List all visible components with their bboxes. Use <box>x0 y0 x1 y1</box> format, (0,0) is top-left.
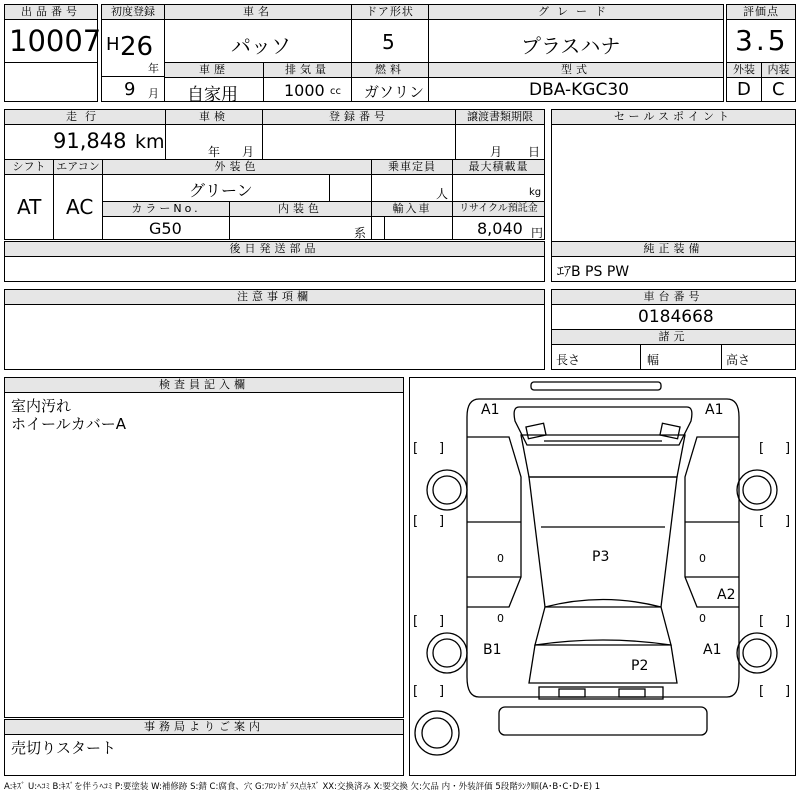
load-cell <box>452 174 545 202</box>
grade-value: プラスハナ <box>521 34 621 58</box>
chassis-label: 車台番号 <box>551 289 796 305</box>
color-no-cell <box>102 216 230 240</box>
reg-month-unit: 月 <box>148 87 159 100</box>
office-label: 事務局よりご案内 <box>4 719 404 735</box>
svg-text:0: 0 <box>699 612 706 625</box>
capacity-unit: 人 <box>436 187 449 201</box>
grade-cell <box>428 19 724 63</box>
recycle-unit: 円 <box>531 226 544 240</box>
lot-cell <box>4 19 102 63</box>
score-cell <box>726 19 796 63</box>
plate-label: 登録番号 <box>262 109 456 125</box>
equipment-cell <box>551 256 796 282</box>
svg-text:]: ] <box>439 684 445 699</box>
mark-a2-right-door: A2 <box>717 587 736 603</box>
svg-text:]: ] <box>439 614 445 629</box>
color-extra-cell <box>329 174 372 202</box>
car-diagram <box>409 377 796 776</box>
recycle-value: 8,040 <box>477 219 523 238</box>
displacement-unit: cc <box>330 86 341 97</box>
interior-label: 内装 <box>761 62 796 78</box>
later-parts-label: 後日発送部品 <box>4 241 545 257</box>
svg-text:[: [ <box>413 441 419 456</box>
length-label: 長さ <box>556 353 581 367</box>
mileage-value: 91,848 <box>53 129 127 153</box>
ac-cell <box>53 174 103 240</box>
inspection-cell <box>165 124 263 160</box>
sales-point-label: セールスポイント <box>551 109 796 125</box>
svg-text:]: ] <box>439 441 445 456</box>
chassis-value: 0184668 <box>638 307 714 327</box>
office-cell <box>4 734 404 776</box>
inspector-line-1: 室内汚れ <box>11 397 72 415</box>
inspector-label: 検査員記入欄 <box>4 377 404 393</box>
height-label: 高さ <box>726 353 751 367</box>
import-cell-b <box>384 216 453 240</box>
lot-label: 出品番号 <box>4 4 98 20</box>
exterior-value: D <box>737 79 751 100</box>
later-parts-cell <box>4 256 545 282</box>
door-label: ドア形状 <box>351 4 429 20</box>
mark-a1-right-front: A1 <box>703 642 722 658</box>
notes-cell <box>4 304 545 370</box>
equipment-value: ｴｱB PS PW <box>557 264 630 280</box>
type-cell <box>428 77 724 102</box>
inspector-line-2: ホイールカバーA <box>11 415 126 433</box>
exterior-label: 外装 <box>726 62 762 78</box>
mark-a1-rear-left: A1 <box>481 402 500 418</box>
history-label: 車歴 <box>164 62 264 78</box>
reg-year-unit: 年 <box>148 62 159 75</box>
chassis-cell <box>551 304 796 330</box>
exterior-cell <box>726 77 762 102</box>
mark-b1-left-front: B1 <box>483 642 502 658</box>
ac-value: AC <box>66 195 94 219</box>
recycle-label: リサイクル預託金 <box>452 201 545 217</box>
reg-year: 26 <box>120 32 154 62</box>
grade-label: グレード <box>428 4 724 20</box>
svg-text:[: [ <box>759 684 765 699</box>
equipment-label: 純正装備 <box>551 241 796 257</box>
plate-cell <box>262 124 456 160</box>
lot-number: 10007 <box>9 24 102 58</box>
door-value: 5 <box>382 30 395 54</box>
transfer-cell <box>455 124 545 160</box>
first-reg-month-cell <box>101 76 165 102</box>
interior-cell <box>761 77 796 102</box>
capacity-label: 乗車定員 <box>371 159 453 175</box>
height-cell <box>721 344 796 370</box>
first-reg-cell <box>101 19 165 77</box>
inspector-cell <box>4 392 404 718</box>
svg-text:[: [ <box>759 441 765 456</box>
width-label: 幅 <box>647 353 660 367</box>
load-label: 最大積載量 <box>452 159 545 175</box>
capacity-cell <box>371 174 453 202</box>
color-label: 外装色 <box>102 159 372 175</box>
fuel-value: ガソリン <box>364 83 425 101</box>
svg-text:0: 0 <box>699 552 706 565</box>
mark-a1-rear-right: A1 <box>705 402 724 418</box>
load-unit: kg <box>529 187 542 198</box>
reg-era: H <box>106 34 120 55</box>
ac-label: エアコン <box>53 159 103 175</box>
inspection-year-unit: 年 <box>208 145 221 159</box>
shift-value: AT <box>17 195 42 219</box>
svg-text:]: ] <box>439 514 445 529</box>
spec-label: 諸元 <box>551 329 796 345</box>
type-label: 型式 <box>428 62 724 78</box>
displacement-value: 1000 <box>284 81 325 100</box>
transfer-month-unit: 月 <box>490 145 503 159</box>
svg-text:[: [ <box>759 614 765 629</box>
displacement-label: 排気量 <box>263 62 352 78</box>
first-reg-label: 初度登録 <box>101 4 165 20</box>
svg-text:0: 0 <box>497 612 504 625</box>
svg-text:]: ] <box>785 441 791 456</box>
color-no-label: カラーNo. <box>102 201 230 217</box>
svg-text:[: [ <box>413 684 419 699</box>
score-value: 3.5 <box>735 24 789 57</box>
door-cell <box>351 19 429 63</box>
notes-label: 注意事項欄 <box>4 289 545 305</box>
svg-text:[: [ <box>413 514 419 529</box>
shift-label: シフト <box>4 159 54 175</box>
mileage-cell <box>4 124 166 160</box>
interior-value: C <box>772 79 785 100</box>
inspection-month-unit: 月 <box>242 145 255 159</box>
color-no-value: G50 <box>149 219 182 238</box>
int-color-label: 内装色 <box>229 201 372 217</box>
svg-text:0: 0 <box>497 552 504 565</box>
model-label: 車名 <box>164 4 352 20</box>
svg-text:]: ] <box>785 684 791 699</box>
transfer-day-unit: 日 <box>528 145 541 159</box>
reg-month: 9 <box>124 79 136 100</box>
svg-text:[: [ <box>413 614 419 629</box>
import-cell-a <box>371 216 385 240</box>
width-cell <box>640 344 722 370</box>
length-cell <box>551 344 641 370</box>
history-cell <box>164 77 264 105</box>
shift-cell <box>4 174 54 240</box>
score-label: 評価点 <box>726 4 796 20</box>
legend-text: A:ｷｽﾞ U:ﾍｺﾐ B:ｷｽﾞを伴うﾍｺﾐ P:要塗装 W:補修跡 S:錆 C:腐食、穴 G:ﾌﾛﾝﾄｶﾞﾗｽ点ｷｽﾞ XX:交換済み X:要交換 欠:欠品 内・外装評価 5段階ﾗﾝｸ順(A･B･C･D･E) 1 <box>4 782 601 792</box>
transfer-label: 譲渡書類期限 <box>455 109 545 125</box>
recycle-cell <box>452 216 545 240</box>
fuel-cell <box>351 77 429 102</box>
inspection-label: 車検 <box>165 109 263 125</box>
svg-text:]: ] <box>785 614 791 629</box>
fuel-label: 燃料 <box>351 62 429 78</box>
mark-p3-roof: P3 <box>592 549 610 565</box>
type-value: DBA-KGC30 <box>529 80 629 100</box>
office-line-1: 売切りスタート <box>11 739 117 757</box>
sales-point-cell <box>551 124 796 242</box>
displacement-cell <box>263 77 352 102</box>
history-value: 自家用 <box>187 85 238 105</box>
model-cell <box>164 19 352 63</box>
mark-p2-hood: P2 <box>631 658 649 674</box>
lot-blank-cell <box>4 62 98 102</box>
mileage-unit: km <box>135 131 165 153</box>
int-color-unit: 系 <box>354 226 367 240</box>
int-color-cell <box>229 216 372 240</box>
model-value: パッソ <box>231 34 291 58</box>
mileage-label: 走行 <box>4 109 166 125</box>
svg-text:[: [ <box>759 514 765 529</box>
color-cell <box>102 174 330 202</box>
import-label: 輸入車 <box>371 201 453 217</box>
svg-text:]: ] <box>785 514 791 529</box>
color-value: グリーン <box>189 181 253 200</box>
